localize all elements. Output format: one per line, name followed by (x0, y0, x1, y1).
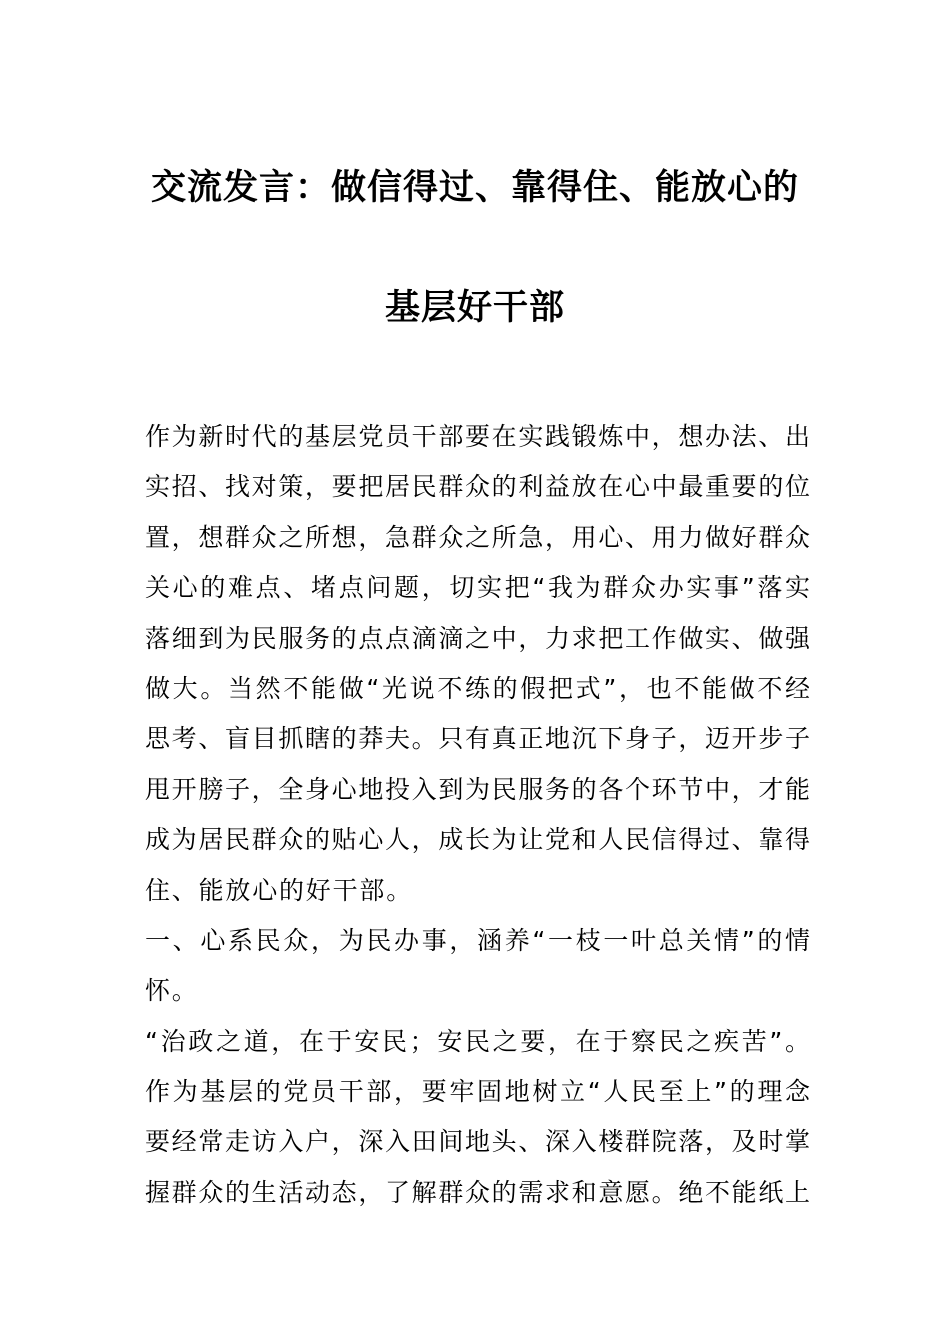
body-line: 住、能放心的好干部。 (145, 875, 414, 905)
body-line: 成为居民群众的贴心人，成长为让党和人民信得过、靠得 (145, 825, 810, 855)
body-line: 要经常走访入户，深入田间地头、深入楼群院落，及时掌 (145, 1127, 810, 1157)
body-line: 实招、找对策，要把居民群众的利益放在心中最重要的位 (145, 472, 810, 502)
body-line: 作为基层的党员干部，要牢固地树立“人民至上”的理念 (145, 1077, 810, 1107)
body-line: “治政之道，在于安民；安民之要，在于察民之疾苦”。 (145, 1026, 810, 1056)
body-line: 作为新时代的基层党员干部要在实践锻炼中，想办法、出 (145, 422, 810, 451)
document-title-line-2: 基层好干部 (384, 287, 565, 328)
body-line: 置，想群众之所想，急群众之所急，用心、用力做好群众 (145, 522, 810, 552)
body-line: 甩开膀子，全身心地投入到为民服务的各个环节中，才能 (145, 774, 810, 804)
body-line: 做大。当然不能做“光说不练的假把式”，也不能做不经 (145, 673, 810, 703)
document-body (145, 412, 810, 1218)
body-line: 关心的难点、堵点问题，切实把“我为群众办实事”落实 (145, 573, 810, 603)
document-title-line-1: 交流发言：做信得过、靠得住、能放心的 (150, 167, 799, 208)
section-heading-line: 一、心系民众，为民办事，涵养“一枝一叶总关情”的情 (145, 925, 810, 955)
body-line: 落细到为民服务的点点滴滴之中，力求把工作做实、做强 (145, 623, 810, 653)
body-line: 握群众的生活动态，了解群众的需求和意愿。绝不能纸上 (145, 1177, 810, 1207)
body-line: 思考、盲目抓瞎的莽夫。只有真正地沉下身子，迈开步子 (145, 724, 810, 754)
section-heading-line: 怀。 (145, 976, 199, 1006)
